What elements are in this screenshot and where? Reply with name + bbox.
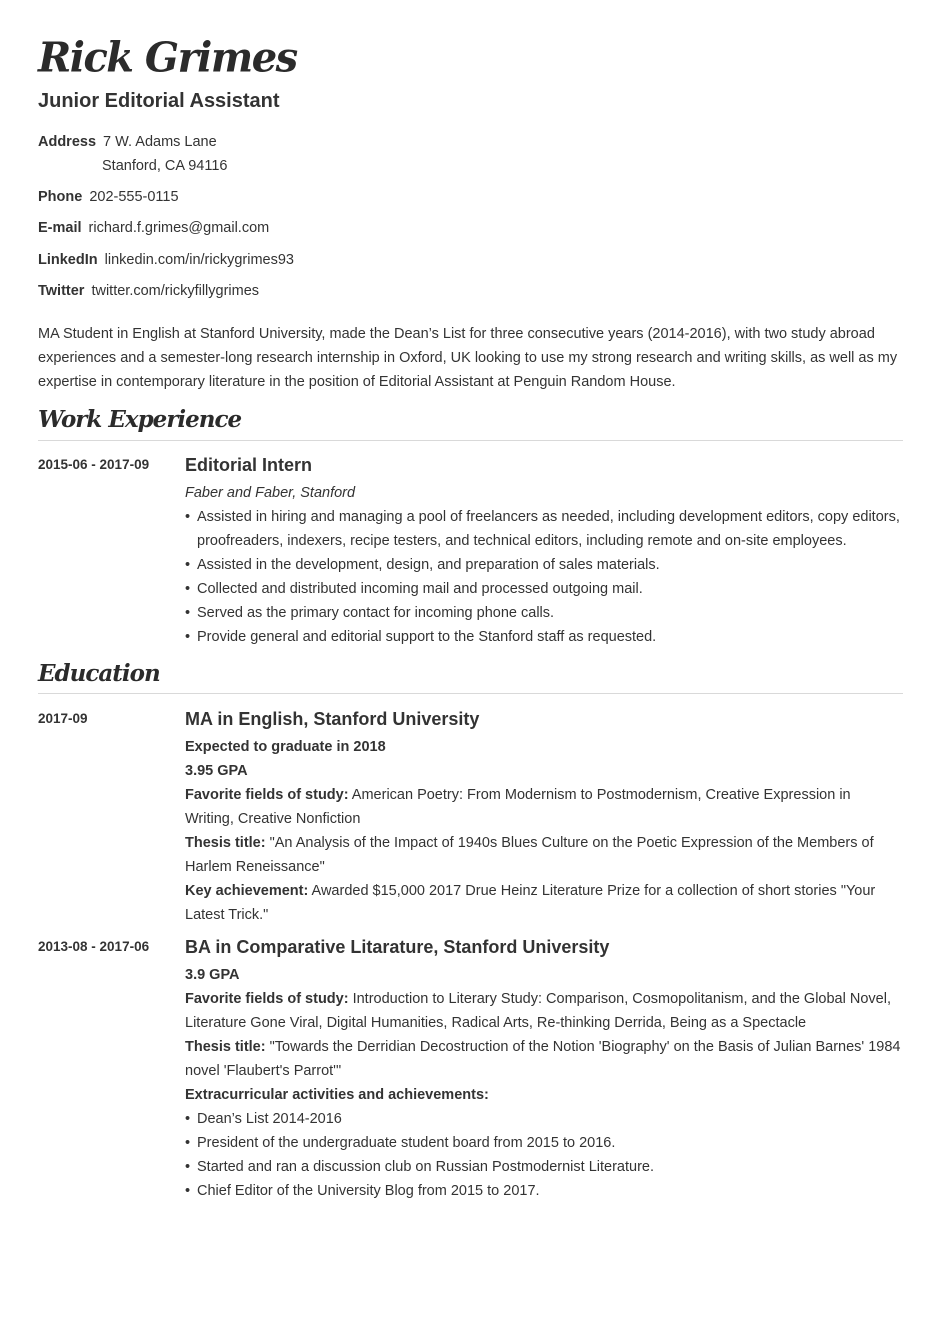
linkedin-label: LinkedIn (38, 252, 98, 268)
thesis-value: "An Analysis of the Impact of 1940s Blues Culture on the Poetic Expression of the Members of Harlem Reneissance" (185, 835, 874, 875)
thesis-label: Thesis title: (185, 835, 266, 851)
extracurricular-label: Extracurricular activities and achievements: (185, 1087, 489, 1103)
extracurricular-list (185, 1107, 903, 1203)
key-achievement (185, 879, 903, 927)
candidate-name: Rick Grimes (38, 33, 297, 82)
job-title: Junior Editorial Assistant (38, 90, 280, 112)
job-entry (185, 453, 903, 649)
job-duties-list (185, 505, 903, 649)
list-item: • Dean’s List 2014-2016 (185, 1107, 903, 1131)
fields-of-study (185, 987, 903, 1035)
email-label: E-mail (38, 220, 82, 236)
contact-phone (38, 185, 179, 209)
gpa: 3.9 GPA (185, 967, 240, 983)
contact-twitter (38, 279, 259, 303)
degree-title: MA in English, Stanford University (185, 709, 480, 729)
phone-value: 202-555-0115 (89, 189, 179, 205)
achievement-label: Key achievement: (185, 883, 309, 899)
contact-email (38, 216, 269, 240)
phone-label: Phone (38, 189, 83, 205)
twitter-label: Twitter (38, 283, 85, 299)
list-item: • Chief Editor of the University Blog from 2015 to 2017. (185, 1179, 903, 1203)
fields-value: Introduction to Literary Study: Comparison, Cosmopolitanism, and the Global Novel, Literature Gone Viral, Digital Humanities, Radical Arts, Re-thinking Derrida, Being as a Spectacle (185, 991, 891, 1031)
list-item: • Assisted in hiring and managing a pool of freelancers as needed, including development editors, copy editors, proofreaders, indexers, recipe testers, and technical editors, including remote and on-site employees. (185, 505, 903, 553)
degree-title: BA in Comparative Litarature, Stanford University (185, 937, 610, 957)
thesis (185, 831, 903, 879)
contact-address (38, 130, 228, 178)
fields-of-study (185, 783, 903, 831)
contact-linkedin (38, 248, 294, 272)
address-label: Address (38, 134, 97, 150)
linkedin-value: linkedin.com/in/rickygrimes93 (104, 252, 294, 268)
expected-graduation: Expected to graduate in 2018 (185, 739, 386, 755)
thesis (185, 1035, 903, 1083)
fields-label: Favorite fields of study: (185, 991, 349, 1007)
list-item: • Collected and distributed incoming mail and processed outgoing mail. (185, 577, 903, 601)
section-divider (38, 693, 903, 694)
section-divider (38, 440, 903, 441)
thesis-value: "Towards the Derridian Decostruction of the Notion 'Biography' on the Basis of Julian Barnes' 1984 novel 'Flaubert's Parrot'" (185, 1039, 901, 1079)
fields-value: American Poetry: From Modernism to Postmodernism, Creative Expression in Writing, Creative Nonfiction (185, 787, 851, 827)
education-date: 2013-08 - 2017-06 (38, 939, 150, 954)
education-date: 2017-09 (38, 711, 88, 726)
address-line-1: 7 W. Adams Lane (103, 134, 217, 150)
email-value: richard.f.grimes@gmail.com (88, 220, 270, 236)
education-entry (185, 935, 903, 1203)
section-heading-education: Education (38, 660, 160, 687)
education-entry (185, 707, 903, 927)
fields-label: Favorite fields of study: (185, 787, 349, 803)
job-date: 2015-06 - 2017-09 (38, 457, 150, 472)
list-item: • Started and ran a discussion club on Russian Postmodernist Literature. (185, 1155, 903, 1179)
list-item: • President of the undergraduate student board from 2015 to 2016. (185, 1131, 903, 1155)
list-item: • Served as the primary contact for incoming phone calls. (185, 601, 903, 625)
profile-summary: MA Student in English at Stanford University, made the Dean’s List for three consecutive years (2014-2016), with two study abroad experiences and a semester-long research internship in Oxford, UK looking to use my strong research and writing skills, as well as my expertise in contemporary literature in the position of Editorial Assistant at Penguin Random House. (38, 326, 898, 390)
twitter-value: twitter.com/rickyfillygrimes (91, 283, 260, 299)
list-item: • Provide general and editorial support to the Stanford staff as requested. (185, 625, 903, 649)
achievement-value: Awarded $15,000 2017 Drue Heinz Literature Prize for a collection of short stories "Your Latest Trick." (185, 883, 876, 923)
job-position: Editorial Intern (185, 455, 313, 475)
section-heading-work: Work Experience (38, 406, 242, 433)
job-company: Faber and Faber, Stanford (185, 485, 356, 501)
address-line-2: Stanford, CA 94116 (102, 158, 228, 174)
list-item: • Assisted in the development, design, and preparation of sales materials. (185, 553, 903, 577)
gpa: 3.95 GPA (185, 763, 248, 779)
thesis-label: Thesis title: (185, 1039, 266, 1055)
